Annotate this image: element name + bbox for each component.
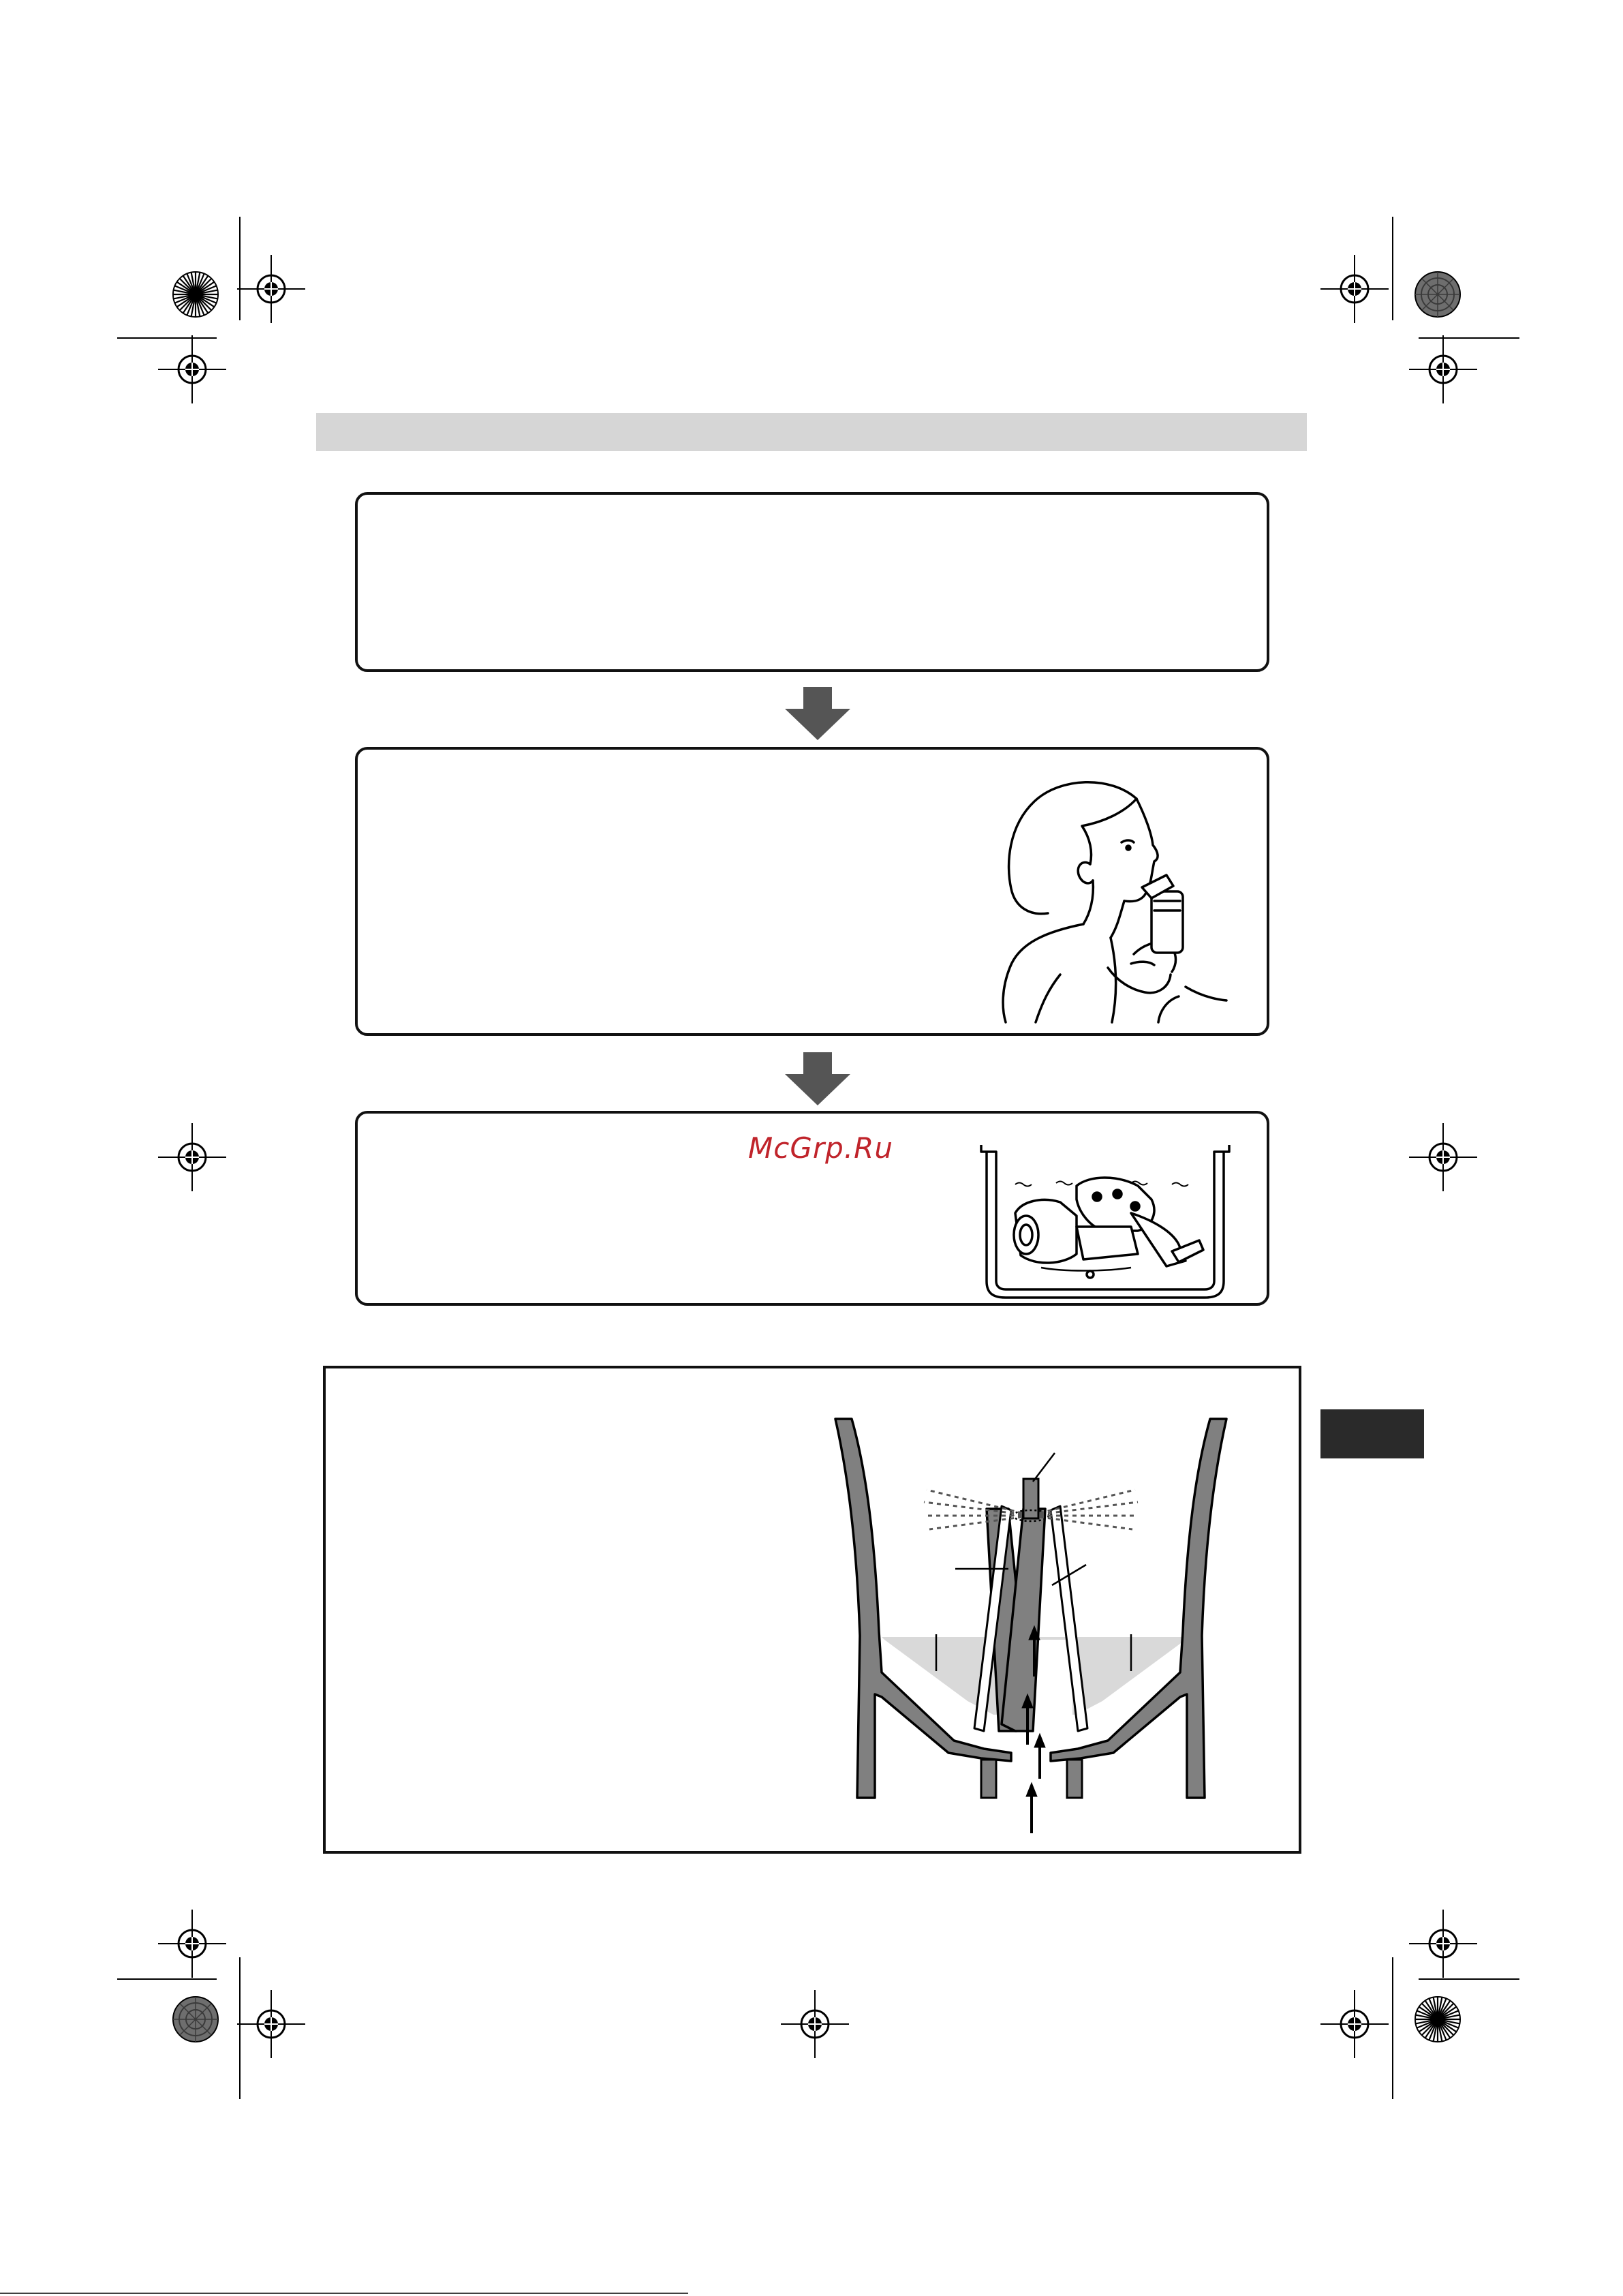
person-inhaling-illustration [1003, 782, 1226, 1022]
down-arrow-icon [785, 687, 850, 1105]
registration-mark-icon [158, 255, 1477, 2058]
crop-marks [117, 217, 1519, 2099]
watermark-text: McGrp.Ru [748, 1131, 893, 1165]
parts-in-container-illustration [981, 1145, 1229, 1298]
nebulizer-cross-section-diagram [835, 1419, 1226, 1833]
